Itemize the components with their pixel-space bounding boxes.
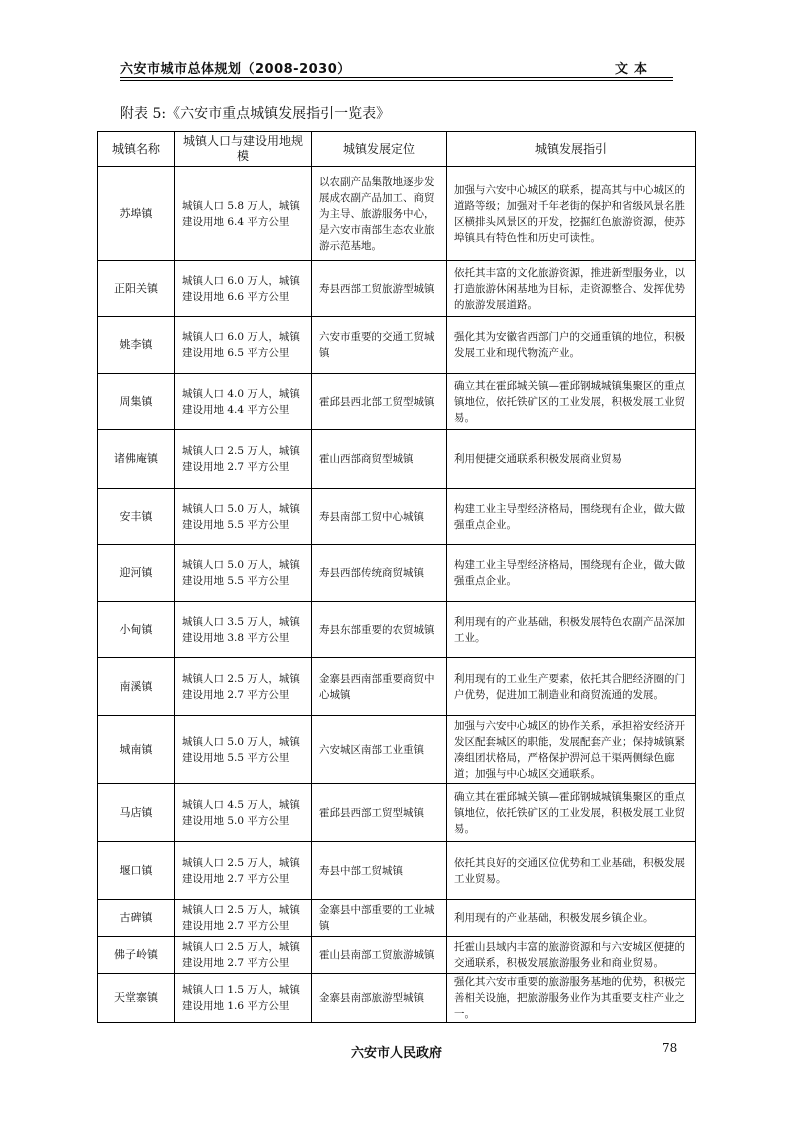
town-name-cell: 迎河镇 — [98, 545, 175, 602]
guide-cell: 利用便捷交通联系积极发展商业贸易 — [447, 430, 696, 489]
guide-cell: 构建工业主导型经济格局，围绕现有企业，做大做强重点企业。 — [447, 545, 696, 602]
scale-cell: 城镇人口 4.0 万人，城镇建设用地 4.4 平方公里 — [175, 374, 312, 430]
table-row — [98, 374, 696, 430]
town-name-cell: 天堂寨镇 — [98, 974, 175, 1023]
position-cell: 霍山西部商贸型城镇 — [312, 430, 447, 489]
scale-cell: 城镇人口 6.0 万人，城镇建设用地 6.5 平方公里 — [175, 317, 312, 374]
table-row — [98, 545, 696, 602]
position-cell: 寿县西部工贸旅游型城镇 — [312, 261, 447, 317]
scale-cell: 城镇人口 2.5 万人，城镇建设用地 2.7 平方公里 — [175, 937, 312, 974]
column-header: 城镇名称 — [98, 132, 175, 167]
town-name-cell: 诸佛庵镇 — [98, 430, 175, 489]
scale-cell: 城镇人口 2.5 万人，城镇建设用地 2.7 平方公里 — [175, 900, 312, 937]
town-name-cell: 安丰镇 — [98, 489, 175, 545]
town-name-cell: 古碑镇 — [98, 900, 175, 937]
town-name-cell: 堰口镇 — [98, 842, 175, 900]
guide-cell: 强化其为安徽省西部门户的交通重镇的地位，积极发展工业和现代物流产业。 — [447, 317, 696, 374]
table-row — [98, 317, 696, 374]
page-header — [120, 52, 673, 80]
scale-cell: 城镇人口 5.8 万人，城镇建设用地 6.4 平方公里 — [175, 167, 312, 261]
town-name-cell: 佛子岭镇 — [98, 937, 175, 974]
guide-cell: 加强与六安中心城区的协作关系，承担裕安经济开发区配套城区的职能，发展配套产业；保持城镇紧凑组团状格局，严格保护淠河总干渠两侧绿色廊道；加强与中心城区交通联系。 — [447, 716, 696, 784]
position-cell: 霍邱县西部工贸型城镇 — [312, 784, 447, 842]
column-header: 城镇人口与建设用地规模 — [175, 132, 312, 167]
guide-cell: 构建工业主导型经济格局，围绕现有企业，做大做强重点企业。 — [447, 489, 696, 545]
table-row — [98, 261, 696, 317]
scale-cell: 城镇人口 5.0 万人，城镇建设用地 5.5 平方公里 — [175, 545, 312, 602]
guide-cell: 依托其良好的交通区位优势和工业基础，积极发展工业贸易。 — [447, 842, 696, 900]
position-cell: 寿县西部传统商贸城镇 — [312, 545, 447, 602]
position-cell: 霍山县南部工贸旅游城镇 — [312, 937, 447, 974]
header-rule — [120, 77, 673, 78]
town-guide-table — [97, 131, 696, 1023]
position-cell: 霍邱县西北部工贸型城镇 — [312, 374, 447, 430]
scale-cell: 城镇人口 2.5 万人，城镇建设用地 2.7 平方公里 — [175, 658, 312, 716]
scale-cell: 城镇人口 6.0 万人，城镇建设用地 6.6 平方公里 — [175, 261, 312, 317]
header-rule-thin — [120, 80, 673, 81]
scale-cell: 城镇人口 5.0 万人，城镇建设用地 5.5 平方公里 — [175, 489, 312, 545]
table-row — [98, 658, 696, 716]
table-row — [98, 430, 696, 489]
footer-organization: 六安市人民政府 — [350, 1046, 442, 1061]
table-row — [98, 716, 696, 784]
table-row — [98, 784, 696, 842]
guide-cell: 利用现有的产业基础，积极发展特色农副产品深加工业。 — [447, 602, 696, 658]
scale-cell: 城镇人口 3.5 万人，城镇建设用地 3.8 平方公里 — [175, 602, 312, 658]
scale-cell: 城镇人口 2.5 万人，城镇建设用地 2.7 平方公里 — [175, 842, 312, 900]
guide-cell: 加强与六安中心城区的联系，提高其与中心城区的道路等级；加强对千年老街的保护和省级风景名胜区横排头风景区的开发，挖掘红色旅游资源，使苏埠镇具有特色性和历史可读性。 — [447, 167, 696, 261]
document-title: 六安市城市总体规划（2008-2030） — [120, 62, 351, 77]
position-cell: 六安城区南部工业重镇 — [312, 716, 447, 784]
document-section-label: 文本 — [614, 62, 653, 77]
guide-cell: 确立其在霍邱城关镇—霍邱钢城城镇集聚区的重点镇地位，依托铁矿区的工业发展，积极发展工业贸易。 — [447, 784, 696, 842]
page-number: 78 — [662, 1041, 678, 1055]
table-header-row — [98, 132, 696, 167]
town-name-cell: 苏埠镇 — [98, 167, 175, 261]
position-cell: 以农副产品集散地逐步发展成农副产品加工、商贸为主导、旅游服务中心，是六安市南部生态农业旅游示范基地。 — [312, 167, 447, 261]
position-cell: 金寨县南部旅游型城镇 — [312, 974, 447, 1023]
guide-cell: 依托其丰富的文化旅游资源，推进新型服务业，以打造旅游休闲基地为目标，走资源整合、发挥优势的旅游发展道路。 — [447, 261, 696, 317]
guide-cell: 利用现有的产业基础，积极发展乡镇企业。 — [447, 900, 696, 937]
town-name-cell: 马店镇 — [98, 784, 175, 842]
town-name-cell: 姚李镇 — [98, 317, 175, 374]
table-row — [98, 974, 696, 1023]
table-body — [98, 167, 696, 1023]
table-row — [98, 900, 696, 937]
scale-cell: 城镇人口 5.0 万人，城镇建设用地 5.5 平方公里 — [175, 716, 312, 784]
table-row — [98, 937, 696, 974]
column-header: 城镇发展定位 — [312, 132, 447, 167]
scale-cell: 城镇人口 2.5 万人，城镇建设用地 2.7 平方公里 — [175, 430, 312, 489]
guide-cell: 确立其在霍邱城关镇—霍邱钢城城镇集聚区的重点镇地位，依托铁矿区的工业发展，积极发展工业贸易。 — [447, 374, 696, 430]
table-row — [98, 489, 696, 545]
town-name-cell: 南溪镇 — [98, 658, 175, 716]
guide-cell: 利用现有的工业生产要素，依托其合肥经济圈的门户优势，促进加工制造业和商贸流通的发展。 — [447, 658, 696, 716]
guide-cell: 托霍山县域内丰富的旅游资源和与六安城区便捷的交通联系，积极发展旅游服务业和商业贸易。 — [447, 937, 696, 974]
position-cell: 寿县东部重要的农贸城镇 — [312, 602, 447, 658]
table-row — [98, 842, 696, 900]
position-cell: 寿县中部工贸城镇 — [312, 842, 447, 900]
town-name-cell: 周集镇 — [98, 374, 175, 430]
table-row — [98, 167, 696, 261]
position-cell: 金寨县中部重要的工业城镇 — [312, 900, 447, 937]
position-cell: 寿县南部工贸中心城镇 — [312, 489, 447, 545]
town-name-cell: 小甸镇 — [98, 602, 175, 658]
table-row — [98, 602, 696, 658]
town-name-cell: 城南镇 — [98, 716, 175, 784]
scale-cell: 城镇人口 1.5 万人，城镇建设用地 1.6 平方公里 — [175, 974, 312, 1023]
position-cell: 金寨县西南部重要商贸中心城镇 — [312, 658, 447, 716]
position-cell: 六安市重要的交通工贸城镇 — [312, 317, 447, 374]
column-header: 城镇发展指引 — [447, 132, 696, 167]
scale-cell: 城镇人口 4.5 万人，城镇建设用地 5.0 平方公里 — [175, 784, 312, 842]
table-caption: 附表 5:《六安市重点城镇发展指引一览表》 — [120, 106, 391, 122]
town-name-cell: 正阳关镇 — [98, 261, 175, 317]
guide-cell: 强化其六安市重要的旅游服务基地的优势，积极完善相关设施，把旅游服务业作为其重要支柱产业之一。 — [447, 974, 696, 1023]
